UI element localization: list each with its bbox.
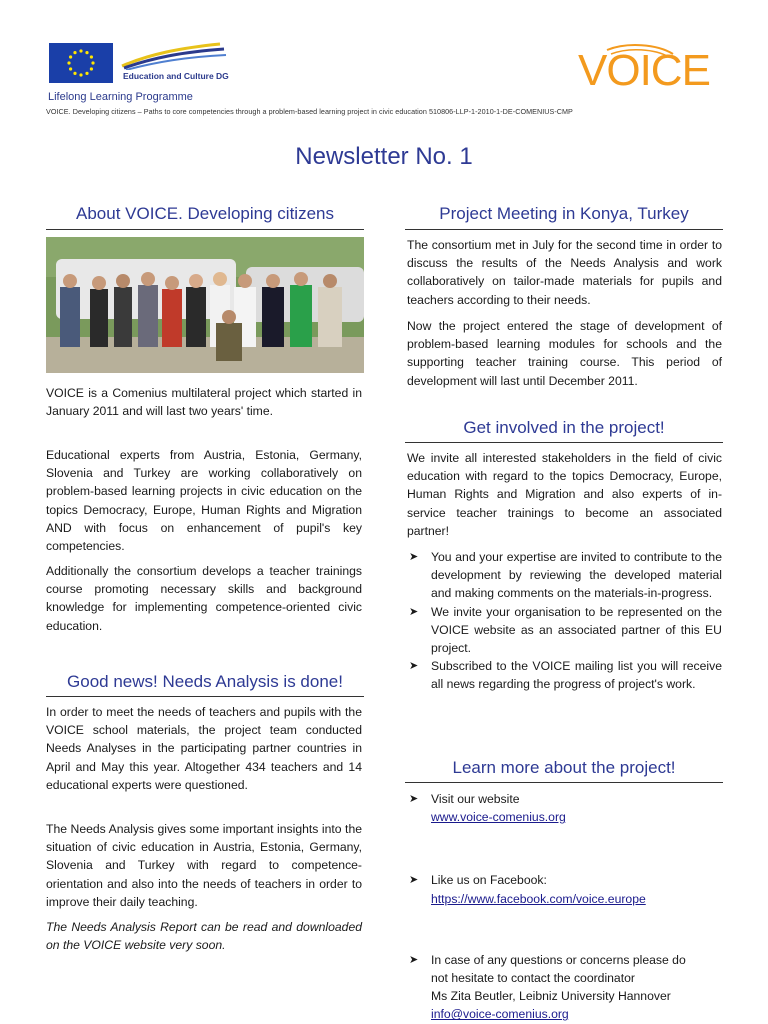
eu-flag-icon: [49, 43, 113, 83]
news-paragraph-3: The Needs Analysis Report can be read and downloaded on the VOICE website very soon.: [46, 920, 362, 953]
contact-line: In case of any questions or concerns please do: [431, 952, 686, 967]
involved-heading: Get involved in the project!: [463, 418, 665, 437]
arrow-bullet-icon: ➤: [409, 874, 419, 887]
divider: [46, 696, 364, 697]
divider: [405, 782, 723, 783]
involved-bullet-list: [407, 548, 722, 694]
facebook-link[interactable]: https://www.facebook.com/voice.europe: [431, 891, 646, 906]
facebook-label: Like us on Facebook:: [431, 873, 547, 888]
dg-label: Education and Culture DG: [123, 71, 229, 81]
arrow-bullet-icon: ➤: [409, 660, 419, 673]
learn-contact-item: [407, 951, 746, 1024]
learn-heading: Learn more about the project!: [452, 758, 676, 777]
group-photo: [46, 237, 364, 373]
news-heading: Good news! Needs Analysis is done!: [67, 672, 343, 691]
divider: [405, 229, 723, 230]
meeting-paragraph-1: The consortium met in July for the second time in order to discuss the results of the Needs Analysis and work collaboratively on tailor-made materials for pupils and teachers according to their needs.: [407, 238, 722, 307]
about-paragraph-3: Additionally the consortium develops a teacher trainings course promoting necessary skills and background knowledge for implementing competence-oriented civic education.: [46, 564, 362, 633]
contact-email-link[interactable]: info@voice-comenius.org: [431, 1007, 569, 1022]
news-paragraph-1: In order to meet the needs of teachers and pupils with the VOICE school materials, the project team conducted Needs Analyses in the participating partner countries in April and May this year. Altogether 434 teachers and 14 educational experts were questioned.: [46, 705, 362, 792]
meeting-heading: Project Meeting in Konya, Turkey: [439, 204, 689, 223]
learn-website-item: [407, 790, 746, 826]
voice-logo-text: VOICE: [578, 46, 710, 95]
learn-facebook-item: [407, 871, 746, 907]
involved-paragraph: We invite all interested stakeholders in the field of civic education with regard to the topics Democracy, Europe, Human Rights and Migration and also experts of in-service teacher trainings to become an associated partner!: [407, 451, 722, 538]
arrow-bullet-icon: ➤: [409, 605, 419, 618]
arrow-bullet-icon: ➤: [409, 551, 419, 563]
newsletter-title: Newsletter No. 1: [295, 143, 473, 170]
list-item: ➤ You and your expertise are invited to contribute to the development by reviewing the developed material and making comments on the materials-in-progress.: [409, 550, 722, 601]
list-item: ➤ Subscribed to the VOICE mailing list you will receive all news regarding the progress of project's work.: [409, 659, 722, 692]
meeting-paragraph-2: Now the project entered the stage of development of problem-based learning modules for schools and the supporting teacher training course. This period of development will last until December 2011.: [407, 319, 722, 388]
about-paragraph-1: VOICE is a Comenius multilateral project which started in January 2011 and will last two years' time.: [46, 386, 362, 419]
website-link[interactable]: www.voice-comenius.org: [431, 810, 566, 825]
website-label: Visit our website: [431, 792, 520, 806]
contact-line: Ms Zita Beutler, Leibniz University Hannover: [431, 989, 671, 1004]
divider: [46, 229, 364, 230]
news-paragraph-2: The Needs Analysis gives some important insights into the situation of civic education in Austria, Estonia, Germany, Slovenia and Turkey with regard to competence-orientation and also into the needs of teachers in order to improve their daily teaching.: [46, 822, 362, 909]
divider: [405, 442, 723, 443]
arrow-bullet-icon: ➤: [409, 953, 419, 966]
contact-line: not hesitate to contact the coordinator: [431, 971, 635, 986]
about-heading: About VOICE. Developing citizens: [76, 204, 334, 223]
arrow-bullet-icon: ➤: [409, 793, 419, 805]
project-subline: VOICE. Developing citizens – Paths to core competencies through a problem-based learning project in civic education 510806-LLP-1-2010-1-DE-COMENIUS-CMP: [46, 107, 573, 116]
about-paragraph-2: Educational experts from Austria, Estonia, Germany, Slovenia and Turkey are working collaboratively on problem-based learning projects in civic education on the topics Democracy, Europe, Human Rights and Migration AND with focus on enhancement of pupil's key competencies.: [46, 448, 362, 554]
programme-label: Lifelong Learning Programme: [48, 91, 193, 103]
list-item: ➤ We invite your organisation to be represented on the VOICE website as an associated partner of this EU project.: [409, 604, 722, 656]
